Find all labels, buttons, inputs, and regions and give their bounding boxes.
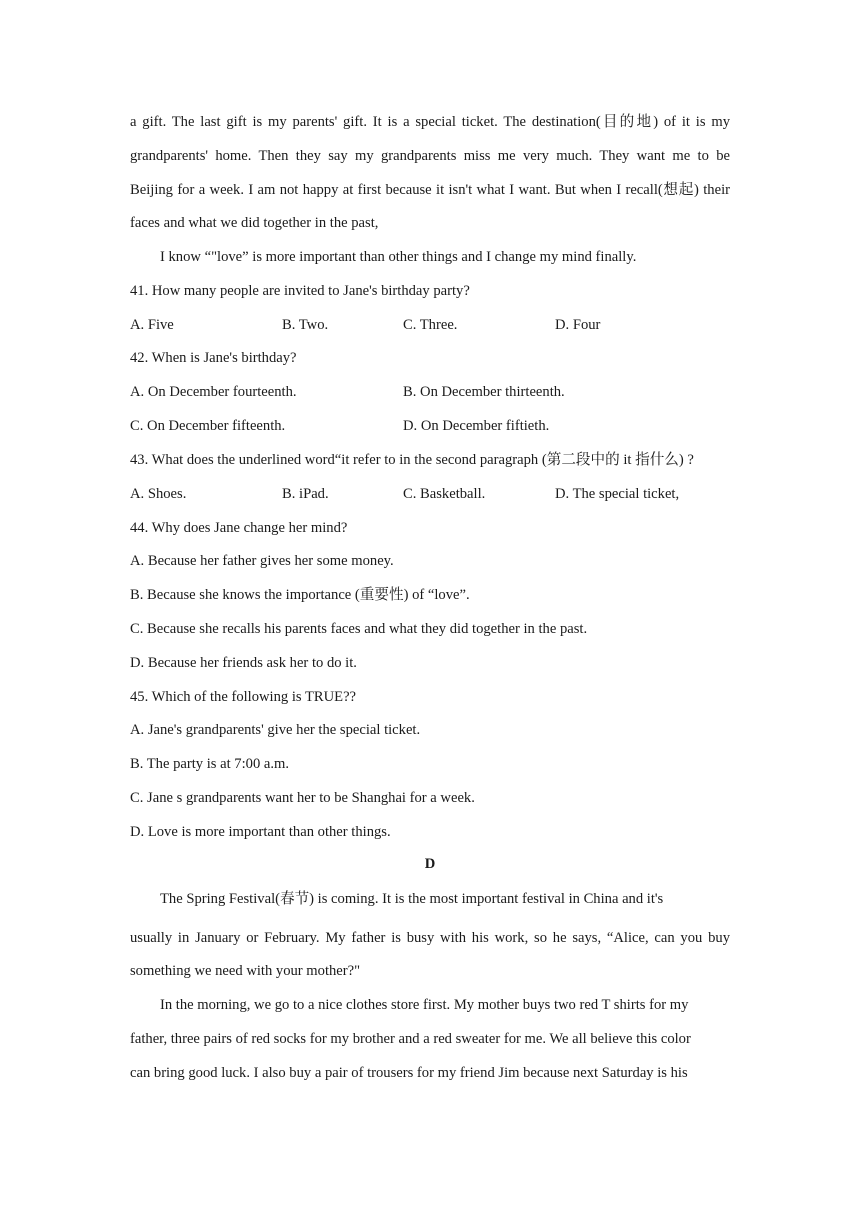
question-41: 41. How many people are invited to Jane's birthday party? (130, 283, 470, 299)
option-a: A. Because her father gives her some money. (130, 553, 394, 569)
option-a: A. Five (130, 317, 174, 333)
option-c: C. Three. (403, 317, 458, 333)
option-b: B. The party is at 7:00 a.m. (130, 756, 290, 772)
option-b: B. Because she knows the importance (重要性) of “love”. (130, 587, 470, 603)
passage-line: In the morning, we go to a nice clothes store first. My mother buys two red T shirts for my (160, 997, 689, 1013)
option-d: D. The special ticket, (555, 486, 680, 502)
question-45: 45. Which of the following is TRUE?? (130, 689, 357, 705)
passage-line: Beijing for a week. I am not happy at first because it isn't what I want. But when I recall(想起) their (130, 182, 730, 198)
option-c: C. Basketball. (403, 486, 486, 502)
passage-line: grandparents' home. Then they say my grandparents miss me very much. They want me to be (130, 148, 730, 164)
option-d: D. Four (555, 317, 601, 333)
option-a: A. On December fourteenth. (130, 384, 297, 400)
option-c: C. Jane s grandparents want her to be Shanghai for a week. (130, 790, 475, 806)
passage-line: faces and what we did together in the past, (130, 215, 379, 231)
option-b: B. On December thirteenth. (403, 384, 565, 400)
option-d: D. On December fiftieth. (403, 418, 550, 434)
passage-line: father, three pairs of red socks for my brother and a red sweater for me. We all believe this color (130, 1031, 691, 1047)
question-44: 44. Why does Jane change her mind? (130, 520, 348, 536)
option-a: A. Jane's grandparents' give her the special ticket. (130, 722, 421, 738)
question-43: 43. What does the underlined word“it refer to in the second paragraph (第二段中的 it 指什么) ? (130, 452, 694, 468)
option-d: D. Because her friends ask her to do it. (130, 655, 357, 671)
option-b: B. Two. (282, 317, 329, 333)
option-c: C. On December fifteenth. (130, 418, 286, 434)
passage-line: The Spring Festival(春节) is coming. It is the most important festival in China and it's (160, 891, 664, 907)
passage-line: something we need with your mother?" (130, 963, 361, 979)
option-a: A. Shoes. (130, 486, 187, 502)
passage-line: a gift. The last gift is my parents' gift. It is a special ticket. The destination(目的地) of it is my (130, 114, 730, 130)
option-c: C. Because she recalls his parents faces and what they did together in the past. (130, 621, 588, 637)
passage-line: usually in January or February. My father is busy with his work, so he says, “Alice, can you buy (130, 930, 730, 946)
question-42: 42. When is Jane's birthday? (130, 350, 297, 366)
section-heading: D (424, 856, 436, 872)
passage-line: can bring good luck. I also buy a pair of trousers for my friend Jim because next Saturday is his (130, 1065, 688, 1081)
passage-closing-line: I know “"love” is more important than other things and I change my mind finally. (160, 249, 637, 265)
option-d: D. Love is more important than other things. (130, 824, 391, 840)
option-b: B. iPad. (282, 486, 329, 502)
